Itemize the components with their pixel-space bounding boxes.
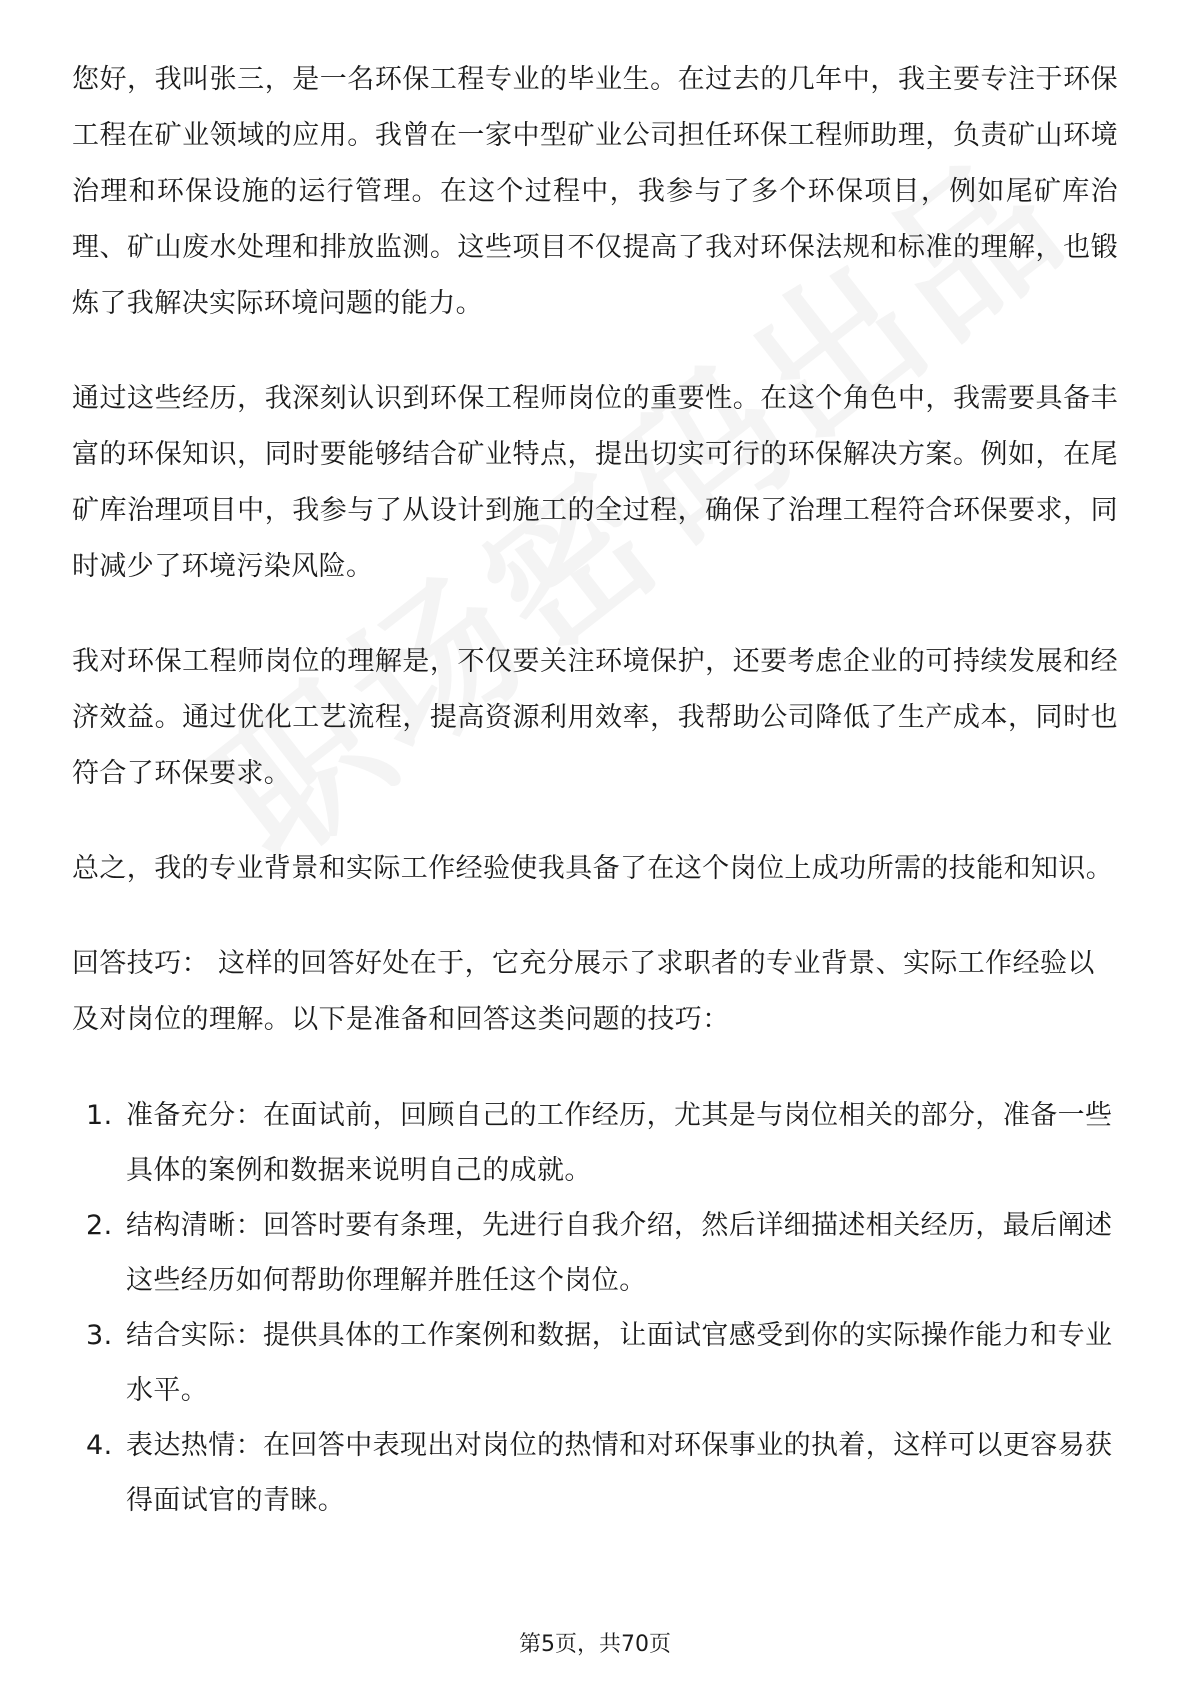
tip-item [72,1418,1118,1528]
tip-item [72,1088,1118,1198]
tip-item [72,1198,1118,1308]
tip-number: 2. [86,1210,113,1241]
document-body [72,52,1118,1528]
tip-text: 结合实际：提供具体的工作案例和数据，让面试官感受到你的实际操作能力和专业水平。 [126,1320,1113,1406]
paragraph-3: 我对环保工程师岗位的理解是，不仅要关注环境保护，还要考虑企业的可持续发展和经济效益。通过优化工艺流程，提高资源利用效率，我帮助公司降低了生产成本，同时也符合了环保要求。 [72,646,1118,789]
paragraph-1: 您好，我叫张三，是一名环保工程专业的毕业生。在过去的几年中，我主要专注于环保工程在矿业领域的应用。我曾在一家中型矿业公司担任环保工程师助理，负责矿山环境治理和环保设施的运行管理。在这个过程中，我参与了多个环保项目，例如尾矿库治理、矿山废水处理和排放监测。这些项目不仅提高了我对环保法规和标准的理解，也锻炼了我解决实际环境问题的能力。 [72,64,1118,319]
tips-intro: 回答技巧： 这样的回答好处在于，它充分展示了求职者的专业背景、实际工作经验以及对岗位的理解。以下是准备和回答这类问题的技巧： [72,948,1095,1035]
tip-item [72,1308,1118,1418]
tip-number: 4. [86,1430,113,1461]
paragraph-2: 通过这些经历，我深刻认识到环保工程师岗位的重要性。在这个角色中，我需要具备丰富的环保知识，同时要能够结合矿业特点，提出切实可行的环保解决方案。例如，在尾矿库治理项目中，我参与了从设计到施工的全过程，确保了治理工程符合环保要求，同时减少了环境污染风险。 [72,383,1118,582]
tip-number: 1. [86,1100,113,1131]
tip-text: 结构清晰：回答时要有条理，先进行自我介绍，然后详细描述相关经历，最后阐述这些经历如何帮助你理解并胜任这个岗位。 [126,1210,1113,1296]
tip-number: 3. [86,1320,113,1351]
page-footer: 第5页，共70页 [519,1632,671,1657]
tip-text: 准备充分：在面试前，回顾自己的工作经历，尤其是与岗位相关的部分，准备一些具体的案例和数据来说明自己的成就。 [126,1100,1113,1186]
paragraph-4: 总之，我的专业背景和实际工作经验使我具备了在这个岗位上成功所需的技能和知识。 [72,853,1114,884]
tips-list [72,1088,1118,1528]
tip-text: 表达热情：在回答中表现出对岗位的热情和对环保事业的执着，这样可以更容易获得面试官的青睐。 [126,1430,1113,1516]
